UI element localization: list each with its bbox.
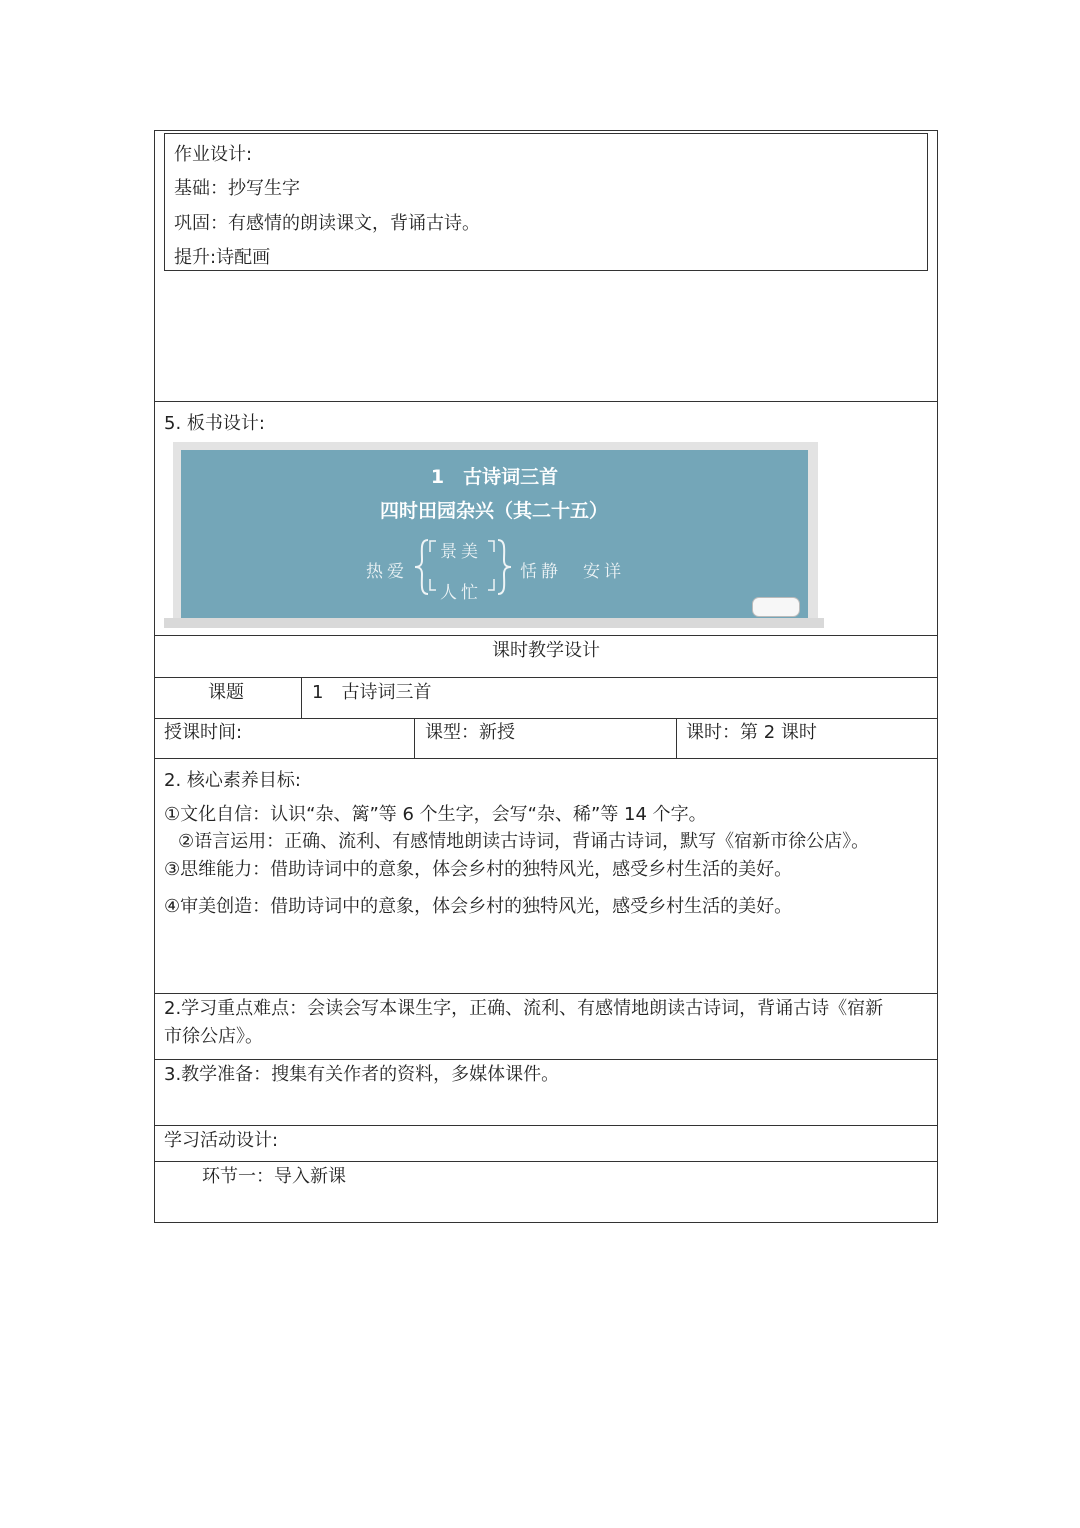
time-label: 授课时间: bbox=[164, 722, 243, 743]
goals-title: 2. 核心素养目标: bbox=[164, 770, 301, 791]
chalkboard-brace-top: 景美 bbox=[440, 542, 482, 562]
homework-improve: 提升:诗配画 bbox=[174, 247, 271, 268]
lesson-design-header: 课时教学设计 bbox=[492, 640, 600, 661]
col-divider bbox=[301, 677, 302, 718]
chalkboard-right-words: 恬静 安详 bbox=[520, 562, 625, 582]
homework-title: 作业设计: bbox=[174, 144, 253, 165]
bracket-bottom-icon bbox=[428, 578, 438, 592]
type-label: 课型：新授 bbox=[425, 722, 515, 743]
homework-box bbox=[164, 133, 928, 271]
homework-basic: 基础：抄写生字 bbox=[174, 178, 300, 199]
chalkboard-line1: 1 古诗词三首 bbox=[430, 466, 559, 488]
chalkboard-brace-bottom: 人忙 bbox=[440, 583, 482, 603]
board-design-label: 5. 板书设计: bbox=[164, 413, 265, 434]
bracket-top-icon bbox=[428, 540, 438, 554]
table-border-bottom bbox=[154, 1222, 938, 1223]
row-divider bbox=[154, 635, 938, 636]
right-brace-icon bbox=[494, 538, 514, 596]
row-divider bbox=[154, 1059, 938, 1060]
topic-value: 1 古诗词三首 bbox=[312, 682, 432, 703]
chalkboard-left-word: 热爱 bbox=[366, 562, 408, 582]
row-divider bbox=[154, 993, 938, 994]
topic-label: 课题 bbox=[208, 682, 244, 703]
preparation-text: 3.教学准备：搜集有关作者的资料，多媒体课件。 bbox=[164, 1064, 560, 1085]
col-divider bbox=[676, 718, 677, 758]
goal-item-1: ①文化自信：认识“杂、篱”等 6 个生字，会写“杂、稀”等 14 个字。 bbox=[164, 804, 707, 825]
activity-title: 学习活动设计: bbox=[164, 1130, 279, 1151]
homework-consolidate: 巩固：有感情的朗读课文，背诵古诗。 bbox=[174, 213, 480, 234]
chalkboard-line2: 四时田园杂兴（其二十五） bbox=[379, 500, 608, 522]
row-divider bbox=[154, 1161, 938, 1162]
chalkboard-ledge bbox=[164, 618, 824, 628]
table-border-top bbox=[154, 130, 938, 131]
goal-item-4: ④审美创造：借助诗词中的意象，体会乡村的独特风光，感受乡村生活的美好。 bbox=[164, 896, 793, 917]
col-divider bbox=[414, 718, 415, 758]
goal-item-3: ③思维能力：借助诗词中的意象，体会乡村的独特风光，感受乡村生活的美好。 bbox=[164, 859, 793, 880]
row-divider bbox=[154, 401, 938, 402]
period-label: 课时：第 2 课时 bbox=[686, 722, 817, 743]
key-points-line2: 市徐公店》。 bbox=[164, 1026, 263, 1047]
row-divider bbox=[154, 1125, 938, 1126]
activity-step1: 环节一：导入新课 bbox=[202, 1166, 346, 1187]
eraser-icon bbox=[752, 597, 800, 617]
row-divider bbox=[154, 677, 938, 678]
key-points-line1: 2.学习重点难点：会读会写本课生字，正确、流利、有感情地朗读古诗词，背诵古诗《宿新 bbox=[164, 998, 884, 1019]
row-divider bbox=[154, 718, 938, 719]
row-divider bbox=[154, 758, 938, 759]
goal-item-2: ②语言运用：正确、流利、有感情地朗读古诗词，背诵古诗词，默写《宿新市徐公店》。 bbox=[178, 831, 870, 852]
